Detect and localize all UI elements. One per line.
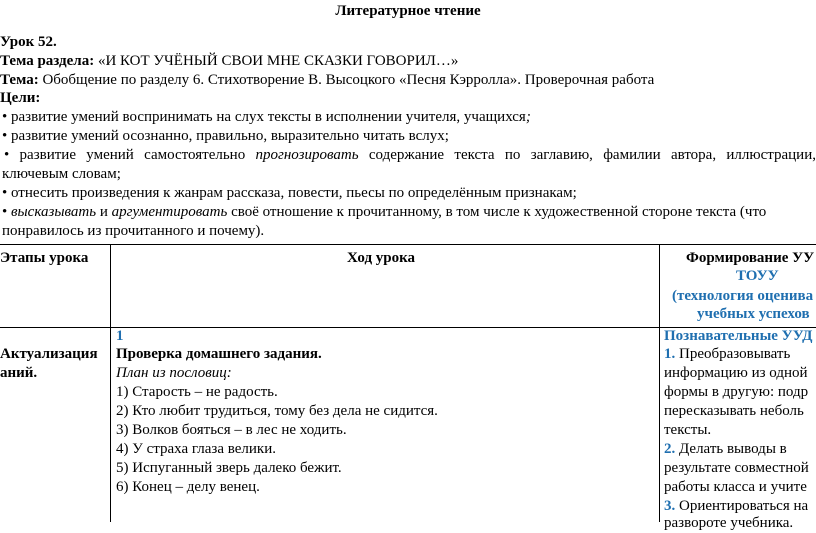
goal-4: • отнесить произведения к жанрам рассказа, повести, пьесы по определённым признакам; bbox=[2, 185, 577, 201]
table-top-border bbox=[0, 244, 816, 245]
uud-num: 2. bbox=[664, 441, 676, 457]
uud-line: информацию из одной bbox=[664, 365, 808, 381]
uud-line: работы класса и учите bbox=[664, 479, 807, 495]
goal-2: • развитие умений осознанно, правильно, выразительно читать вслух; bbox=[2, 128, 449, 144]
topic-value: Обобщение по разделу 6. Стихотворение В. Высоцкого «Песня Кэрролла». Проверочная работа bbox=[42, 72, 655, 88]
goal-5-emphasis-1: высказывать bbox=[11, 204, 97, 220]
goal-3-text-b: содержание текста по заглавию, фамилии автора, иллюстрации, bbox=[368, 147, 816, 163]
goal-3 bbox=[4, 146, 816, 165]
goal-1-text: • развитие умений воспринимать на слух тексты в исполнении учителя, учащихся bbox=[2, 109, 526, 125]
topic-label: Тема: bbox=[0, 72, 39, 88]
uud-line: результате совместной bbox=[664, 460, 809, 476]
proverb-item: 5) Испуганный зверь далеко бежит. bbox=[116, 460, 342, 476]
goal-5-bullet: • bbox=[2, 204, 8, 220]
lesson-number: Урок 52. bbox=[0, 34, 57, 50]
section-line bbox=[0, 52, 458, 71]
goal-3-text-a: • развитие умений самостоятельно bbox=[4, 147, 246, 163]
proverb-item: 6) Конец – делу венец. bbox=[116, 479, 260, 495]
uud-num: 3. bbox=[664, 498, 676, 514]
header-stages: Этапы урока bbox=[0, 250, 89, 266]
section-value: «И КОТ УЧЁНЫЙ СВОИ МНЕ СКАЗКИ ГОВОРИЛ…» bbox=[97, 53, 459, 69]
proverb-item: 2) Кто любит трудиться, тому без дела не сидится. bbox=[116, 403, 438, 419]
header-tou: ТОУУ bbox=[736, 268, 779, 284]
topic-line bbox=[0, 71, 654, 90]
table-col-divider-2 bbox=[659, 244, 660, 522]
goal-1-end: ; bbox=[525, 109, 531, 125]
goal-5-emphasis-2: аргументировать bbox=[111, 204, 228, 220]
uud-line bbox=[664, 345, 790, 364]
plan-label: План из пословиц: bbox=[116, 365, 232, 381]
header-tou-desc-2: учебных успехов bbox=[697, 306, 810, 322]
proverb-item: 4) У страха глаза велики. bbox=[116, 441, 276, 457]
uud-title: Познавательные УУД bbox=[664, 328, 813, 344]
section-label: Тема раздела: bbox=[0, 53, 95, 69]
uud-line bbox=[664, 440, 787, 459]
goal-1 bbox=[2, 108, 531, 127]
header-forming: Формирование УУ bbox=[686, 250, 815, 266]
uud-line: формы в другую: подр bbox=[664, 384, 809, 400]
uud-text: Делать выводы в bbox=[679, 441, 787, 457]
stage-name-line-1: Актуализация bbox=[0, 346, 98, 362]
step-number: 1 bbox=[116, 328, 124, 344]
table-col-divider-1 bbox=[110, 244, 111, 522]
header-tou-desc-1: (технология оценива bbox=[672, 288, 814, 304]
stage-name-line-2: аний. bbox=[0, 365, 38, 381]
document-heading: Литературное чтение bbox=[335, 3, 481, 19]
goals-label: Цели: bbox=[0, 90, 41, 106]
proverb-item: 1) Старость – не радость. bbox=[116, 384, 278, 400]
goal-3-continuation: ключевым словам; bbox=[2, 166, 121, 182]
uud-line: развороте учебника. bbox=[664, 515, 794, 531]
uud-num: 1. bbox=[664, 346, 676, 362]
uud-line: пересказывать неболь bbox=[664, 403, 804, 419]
header-course: Ход урока bbox=[347, 250, 416, 266]
task-title: Проверка домашнего задания. bbox=[116, 346, 322, 362]
proverb-item: 3) Волков бояться – в лес не ходить. bbox=[116, 422, 347, 438]
goal-3-emphasis: прогнозировать bbox=[255, 147, 359, 163]
goal-5-and: и bbox=[99, 204, 108, 220]
goal-5-continuation: понравилось из прочитанного и почему). bbox=[2, 223, 265, 239]
goal-5 bbox=[2, 203, 814, 222]
goal-5-text: своё отношение к прочитанному, в том числе к художественной стороне текста (что bbox=[231, 204, 767, 220]
uud-line: тексты. bbox=[664, 422, 712, 438]
uud-text: Ориентироваться на bbox=[679, 498, 809, 514]
uud-text: Преобразовывать bbox=[679, 346, 791, 362]
